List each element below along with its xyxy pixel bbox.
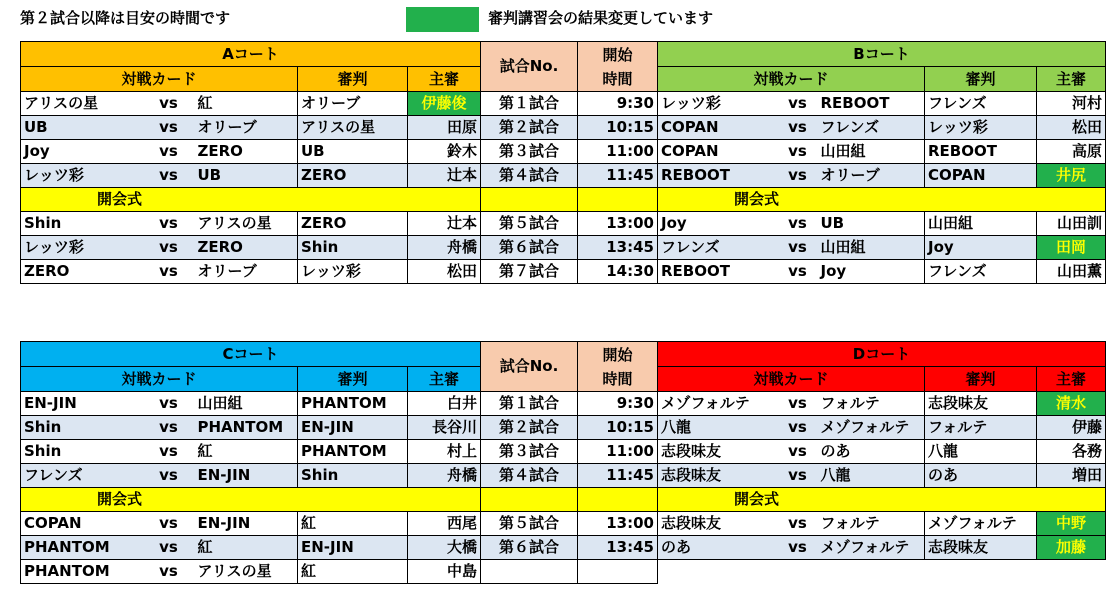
left-chief-referee: 長谷川 (408, 416, 481, 440)
left-court-title: Aコート (21, 42, 481, 67)
left-referee-team: PHANTOM (298, 392, 408, 416)
right-referee-team: メゾフォルテ (925, 512, 1037, 536)
right-team-home: フレンズ (658, 236, 778, 260)
left-ceremony-fill (298, 188, 408, 212)
left-vs: vs (143, 140, 195, 164)
left-chief-referee: 大橋 (408, 536, 481, 560)
left-referee-team: アリスの星 (298, 116, 408, 140)
right-referee-team: COPAN (925, 164, 1037, 188)
right-team-away: メゾフォルテ (818, 416, 925, 440)
left-referee-header: 審判 (298, 367, 408, 392)
right-referee-team: レッツ彩 (925, 116, 1037, 140)
left-team-away: PHANTOM (195, 416, 298, 440)
left-vs: vs (143, 236, 195, 260)
left-chief-referee: 伊藤俊 (408, 92, 481, 116)
time-ceremony-fill (578, 488, 658, 512)
right-vs: vs (778, 464, 818, 488)
left-ceremony-fill (408, 488, 481, 512)
right-ceremony-label: 開会式 (658, 488, 925, 512)
left-chief-referee-header: 主審 (408, 367, 481, 392)
right-team-away: Joy (818, 260, 925, 284)
left-team-away: UB (195, 164, 298, 188)
left-chief-referee: 舟橋 (408, 464, 481, 488)
right-team-home: 八龍 (658, 416, 778, 440)
right-referee-team: フレンズ (925, 260, 1037, 284)
left-team-away: アリスの星 (195, 212, 298, 236)
left-court-title: Cコート (21, 342, 481, 367)
match-row (21, 164, 1106, 188)
right-chief-referee: 中野 (1037, 512, 1106, 536)
right-team-home: REBOOT (658, 260, 778, 284)
right-chief-referee: 増田 (1037, 464, 1106, 488)
right-team-away: メゾフォルテ (818, 536, 925, 560)
right-team-home: COPAN (658, 116, 778, 140)
game-number: 第５試合 (481, 512, 578, 536)
game-ceremony-fill (481, 488, 578, 512)
right-referee-team: 山田組 (925, 212, 1037, 236)
game-number: 第１試合 (481, 392, 578, 416)
right-chief-referee: 田岡 (1037, 236, 1106, 260)
left-ceremony-label: 開会式 (21, 188, 298, 212)
right-vs: vs (778, 164, 818, 188)
match-row (21, 488, 1106, 512)
right-vs: vs (778, 392, 818, 416)
left-team-home: Shin (21, 416, 143, 440)
start-time: 11:45 (578, 164, 658, 188)
left-chief-referee: 西尾 (408, 512, 481, 536)
start-time-header (578, 42, 658, 92)
left-team-away: オリーブ (195, 116, 298, 140)
left-team-home: UB (21, 116, 143, 140)
start-time-header-line2: 時間 (602, 69, 633, 88)
start-time-header (578, 342, 658, 392)
left-referee-team: UB (298, 140, 408, 164)
left-team-away: EN-JIN (195, 464, 298, 488)
game-number: 第１試合 (481, 92, 578, 116)
left-team-home: Shin (21, 440, 143, 464)
right-team-away: UB (818, 212, 925, 236)
start-time: 9:30 (578, 92, 658, 116)
game-number: 第６試合 (481, 536, 578, 560)
right-referee-team: フォルテ (925, 416, 1037, 440)
left-team-home: レッツ彩 (21, 236, 143, 260)
left-vs: vs (143, 392, 195, 416)
right-vs: vs (778, 260, 818, 284)
left-team-home: COPAN (21, 512, 143, 536)
left-team-home: レッツ彩 (21, 164, 143, 188)
left-referee-team: 紅 (298, 512, 408, 536)
right-team-home: REBOOT (658, 164, 778, 188)
left-referee-team: レッツ彩 (298, 260, 408, 284)
right-vs: vs (778, 140, 818, 164)
left-vs: vs (143, 536, 195, 560)
game-no-header: 試合No. (481, 42, 578, 92)
right-team-home: レッツ彩 (658, 92, 778, 116)
left-team-away: アリスの星 (195, 560, 298, 584)
legend-label: 審判講習会の結果変更しています (488, 9, 714, 27)
right-vs: vs (778, 440, 818, 464)
match-row (21, 188, 1106, 212)
match-row (21, 260, 1106, 284)
start-time-header-line1: 開始 (602, 45, 633, 64)
right-chief-referee: 伊藤 (1037, 416, 1106, 440)
right-court-title: Dコート (658, 342, 1106, 367)
start-time: 11:00 (578, 140, 658, 164)
start-time: 10:15 (578, 416, 658, 440)
right-chief-referee: 加藤 (1037, 536, 1106, 560)
right-match-card-header: 対戦カード (658, 367, 925, 392)
left-referee-team: ZERO (298, 212, 408, 236)
left-team-away: オリーブ (195, 260, 298, 284)
start-time: 14:30 (578, 260, 658, 284)
start-time (578, 560, 658, 584)
match-row (21, 560, 1106, 584)
left-chief-referee: 鈴木 (408, 140, 481, 164)
left-referee-team: ZERO (298, 164, 408, 188)
match-row (21, 392, 1106, 416)
start-time: 10:15 (578, 116, 658, 140)
left-referee-team: Shin (298, 464, 408, 488)
schedule-note: 第２試合以降は目安の時間です (20, 9, 231, 27)
right-team-away: 八龍 (818, 464, 925, 488)
game-number: 第４試合 (481, 464, 578, 488)
time-ceremony-fill (578, 188, 658, 212)
left-referee-team: 紅 (298, 560, 408, 584)
left-referee-team: Shin (298, 236, 408, 260)
left-ceremony-fill (408, 188, 481, 212)
right-referee-team: Joy (925, 236, 1037, 260)
match-row (21, 116, 1106, 140)
game-number: 第３試合 (481, 140, 578, 164)
empty-cell (658, 560, 1106, 584)
game-number: 第４試合 (481, 164, 578, 188)
match-row (21, 416, 1106, 440)
left-team-home: Joy (21, 140, 143, 164)
schedule-table-ab (20, 41, 1106, 284)
game-number: 第６試合 (481, 236, 578, 260)
left-vs: vs (143, 164, 195, 188)
right-team-away: 山田組 (818, 140, 925, 164)
right-ceremony-fill (1037, 488, 1106, 512)
right-chief-referee: 各務 (1037, 440, 1106, 464)
right-chief-referee-header: 主審 (1037, 367, 1106, 392)
right-team-home: 志段味友 (658, 464, 778, 488)
game-number: 第７試合 (481, 260, 578, 284)
match-row (21, 140, 1106, 164)
left-team-home: ZERO (21, 260, 143, 284)
left-chief-referee: 舟橋 (408, 236, 481, 260)
right-referee-team: 志段味友 (925, 392, 1037, 416)
right-team-home: のあ (658, 536, 778, 560)
start-time-header-line1: 開始 (602, 345, 633, 364)
right-vs: vs (778, 212, 818, 236)
left-chief-referee: 村上 (408, 440, 481, 464)
right-team-away: フォルテ (818, 512, 925, 536)
left-referee-header: 審判 (298, 67, 408, 92)
right-referee-header: 審判 (925, 367, 1037, 392)
left-team-home: PHANTOM (21, 560, 143, 584)
left-match-card-header: 対戦カード (21, 67, 298, 92)
left-chief-referee: 田原 (408, 116, 481, 140)
right-team-home: COPAN (658, 140, 778, 164)
right-team-home: メゾフォルテ (658, 392, 778, 416)
left-team-away: 紅 (195, 92, 298, 116)
left-team-home: PHANTOM (21, 536, 143, 560)
left-ceremony-fill (298, 488, 408, 512)
right-chief-referee: 清水 (1037, 392, 1106, 416)
start-time: 11:45 (578, 464, 658, 488)
right-ceremony-fill (1037, 188, 1106, 212)
right-team-home: 志段味友 (658, 440, 778, 464)
right-referee-header: 審判 (925, 67, 1037, 92)
left-referee-team: オリーブ (298, 92, 408, 116)
right-ceremony-fill (925, 188, 1037, 212)
left-chief-referee: 中島 (408, 560, 481, 584)
start-time-header-line2: 時間 (602, 369, 633, 388)
left-ceremony-label: 開会式 (21, 488, 298, 512)
right-chief-referee: 松田 (1037, 116, 1106, 140)
start-time: 11:00 (578, 440, 658, 464)
match-row (21, 536, 1106, 560)
left-team-away: EN-JIN (195, 512, 298, 536)
left-chief-referee: 松田 (408, 260, 481, 284)
left-vs: vs (143, 464, 195, 488)
right-ceremony-label: 開会式 (658, 188, 925, 212)
left-vs: vs (143, 92, 195, 116)
right-vs: vs (778, 116, 818, 140)
left-team-home: EN-JIN (21, 392, 143, 416)
right-vs: vs (778, 236, 818, 260)
left-chief-referee: 辻本 (408, 212, 481, 236)
left-referee-team: EN-JIN (298, 416, 408, 440)
right-chief-referee-header: 主審 (1037, 67, 1106, 92)
left-team-home: アリスの星 (21, 92, 143, 116)
start-time: 13:00 (578, 212, 658, 236)
right-vs: vs (778, 92, 818, 116)
start-time: 13:00 (578, 512, 658, 536)
left-team-home: フレンズ (21, 464, 143, 488)
game-number (481, 560, 578, 584)
left-team-home: Shin (21, 212, 143, 236)
match-row (21, 512, 1106, 536)
right-chief-referee: 高原 (1037, 140, 1106, 164)
left-vs: vs (143, 560, 195, 584)
left-vs: vs (143, 260, 195, 284)
start-time: 13:45 (578, 536, 658, 560)
match-row (21, 236, 1106, 260)
right-team-away: REBOOT (818, 92, 925, 116)
right-referee-team: 志段味友 (925, 536, 1037, 560)
right-vs: vs (778, 536, 818, 560)
left-team-away: ZERO (195, 236, 298, 260)
start-time: 13:45 (578, 236, 658, 260)
left-chief-referee-header: 主審 (408, 67, 481, 92)
left-chief-referee: 白井 (408, 392, 481, 416)
game-number: 第５試合 (481, 212, 578, 236)
right-chief-referee: 山田訓 (1037, 212, 1106, 236)
right-court-title: Bコート (658, 42, 1106, 67)
right-referee-team: のあ (925, 464, 1037, 488)
left-team-away: 紅 (195, 440, 298, 464)
left-vs: vs (143, 440, 195, 464)
left-match-card-header: 対戦カード (21, 367, 298, 392)
right-chief-referee: 井尻 (1037, 164, 1106, 188)
right-team-away: 山田組 (818, 236, 925, 260)
game-ceremony-fill (481, 188, 578, 212)
right-vs: vs (778, 512, 818, 536)
right-team-away: オリーブ (818, 164, 925, 188)
left-chief-referee: 辻本 (408, 164, 481, 188)
match-row (21, 92, 1106, 116)
left-vs: vs (143, 212, 195, 236)
left-referee-team: PHANTOM (298, 440, 408, 464)
start-time: 9:30 (578, 392, 658, 416)
schedule-table-cd (20, 341, 1106, 584)
right-team-away: フォルテ (818, 392, 925, 416)
right-team-home: 志段味友 (658, 512, 778, 536)
left-vs: vs (143, 416, 195, 440)
match-row (21, 464, 1106, 488)
game-number: 第２試合 (481, 416, 578, 440)
left-vs: vs (143, 512, 195, 536)
game-number: 第３試合 (481, 440, 578, 464)
left-referee-team: EN-JIN (298, 536, 408, 560)
right-match-card-header: 対戦カード (658, 67, 925, 92)
right-team-away: フレンズ (818, 116, 925, 140)
right-ceremony-fill (925, 488, 1037, 512)
left-vs: vs (143, 116, 195, 140)
left-team-away: 山田組 (195, 392, 298, 416)
right-chief-referee: 河村 (1037, 92, 1106, 116)
right-referee-team: REBOOT (925, 140, 1037, 164)
right-referee-team: 八龍 (925, 440, 1037, 464)
left-team-away: ZERO (195, 140, 298, 164)
match-row (21, 440, 1106, 464)
right-team-home: Joy (658, 212, 778, 236)
right-team-away: のあ (818, 440, 925, 464)
game-no-header: 試合No. (481, 342, 578, 392)
right-referee-team: フレンズ (925, 92, 1037, 116)
match-row (21, 212, 1106, 236)
right-vs: vs (778, 416, 818, 440)
legend-swatch (406, 7, 479, 32)
right-chief-referee: 山田薫 (1037, 260, 1106, 284)
left-team-away: 紅 (195, 536, 298, 560)
game-number: 第２試合 (481, 116, 578, 140)
